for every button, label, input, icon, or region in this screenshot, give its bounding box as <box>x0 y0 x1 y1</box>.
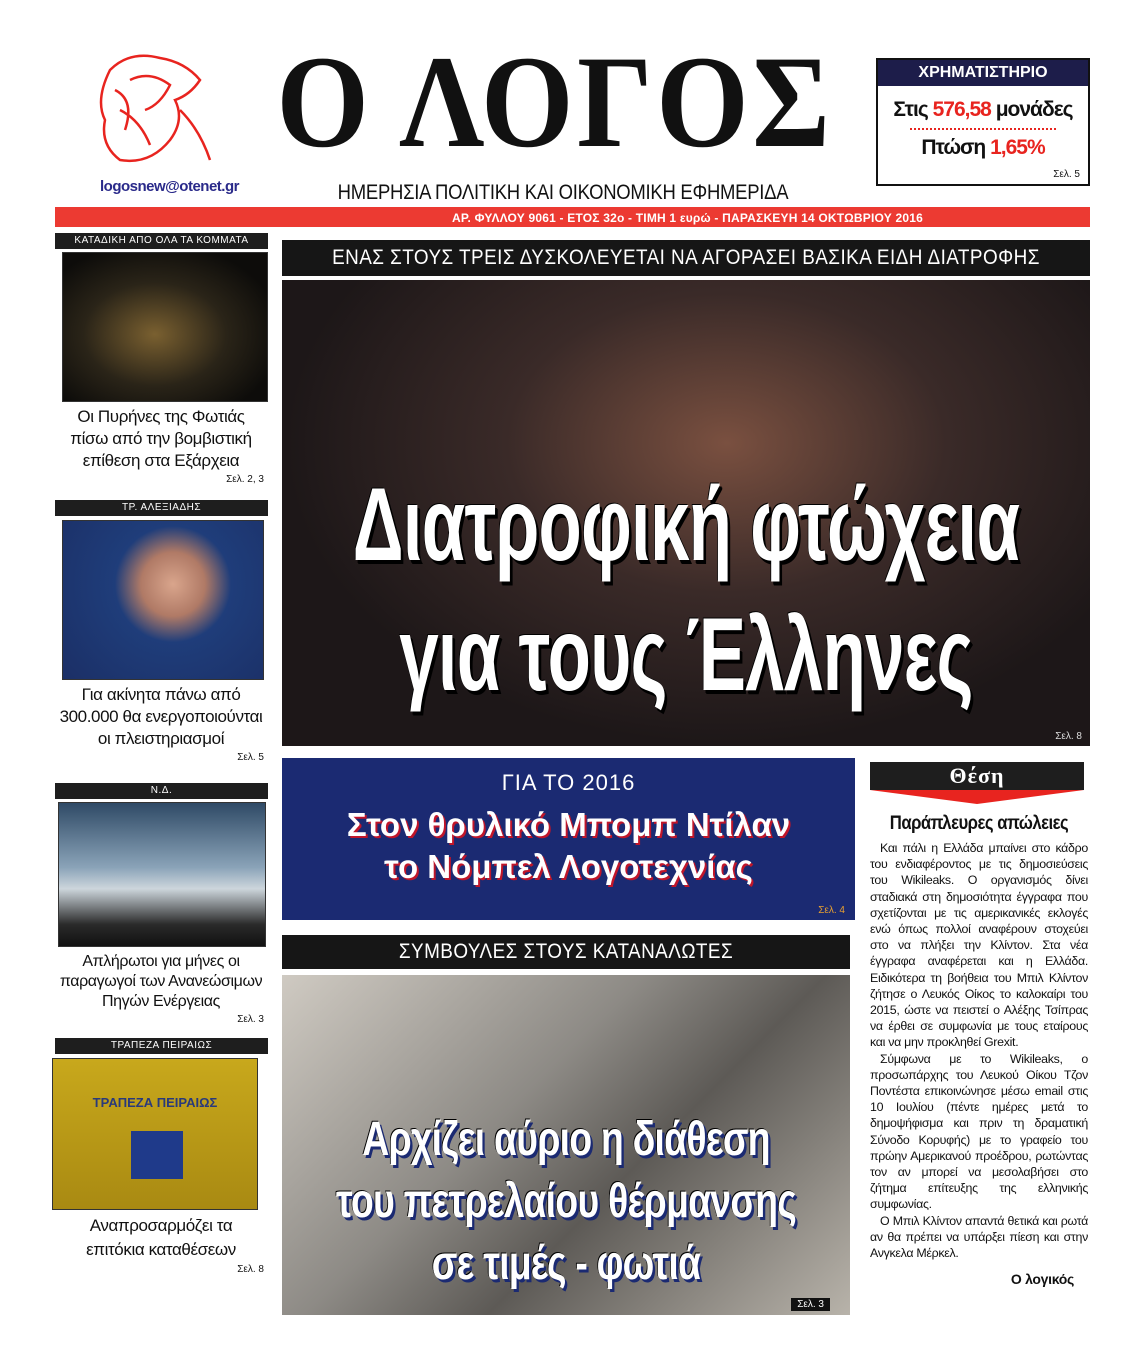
story-headline[interactable]: Για ακίνητα πάνω από 300.000 θα ενεργοποιούνται οι πλειστηριασμοί <box>59 685 263 748</box>
nobel-kicker: ΓΙΑ ΤΟ 2016 <box>501 770 636 795</box>
page-ref: Σελ. 5 <box>237 752 264 763</box>
lead-photo[interactable] <box>282 280 1090 746</box>
page-ref: Σελ. 3 <box>237 1014 264 1025</box>
lead-headline-line1[interactable]: Διατροφική φτώχεια <box>352 467 1020 583</box>
page-ref: Σελ. 3 <box>791 1298 830 1311</box>
column-label: Θέση <box>870 762 1084 790</box>
consumers-kicker: ΣΥΜΒΟΥΛΕΣ ΣΤΟΥΣ ΚΑΤΑΝΑΛΩΤΕΣ <box>398 940 734 963</box>
stock-text: μονάδες <box>990 98 1073 121</box>
page-ref: Σελ. 4 <box>818 905 845 916</box>
lead-headline-line2[interactable]: για τους Έλληνες <box>399 597 973 713</box>
stock-change-value: 1,65% <box>990 136 1045 159</box>
story-headline[interactable]: Αναπροσαρμόζει τα επιτόκια καταθέσεων <box>86 1216 236 1259</box>
story-block <box>52 1214 270 1275</box>
column-paragraph: Ο Μπιλ Κλίντον απαντά θετικά και ρωτά αν θα πρέπει να υπάρξει πίεση και στην Ανγκελα Μέρκελ. <box>870 1213 1088 1261</box>
story-block <box>52 952 270 1025</box>
bank-sign-text: ΤΡΑΠΕΖΑ ΠΕΙΡΑΙΩΣ <box>92 1095 218 1110</box>
newspaper-title: Ο ΛΟΓΟΣ <box>276 28 834 175</box>
bank-logo-icon <box>131 1131 183 1179</box>
stock-text: Πτώση <box>921 136 991 159</box>
story-block <box>52 684 270 763</box>
divider <box>910 128 1056 130</box>
page-ref: Σελ. 2, 3 <box>226 474 264 485</box>
column-title-box <box>870 812 1088 836</box>
stock-market-box <box>876 58 1090 186</box>
column-label-decoration <box>870 790 1084 804</box>
column-title: Παράπλευρες απώλειες <box>889 813 1069 834</box>
newspaper-title-box <box>276 28 834 175</box>
page-ref: Σελ. 5 <box>1053 169 1080 180</box>
consumers-headline-line3[interactable]: σε τιμές - φωτιά <box>431 1237 701 1290</box>
nobel-headline-line2[interactable]: το Νόμπελ Λογοτεχνίας <box>384 848 753 885</box>
story-block <box>52 406 270 485</box>
stock-text: Στις <box>893 98 933 121</box>
story-photo[interactable] <box>62 252 268 402</box>
stock-index-value: 576,58 <box>932 98 991 121</box>
consumers-headline-line2[interactable]: του πετρελαίου θέρμανσης <box>336 1175 796 1228</box>
column-paragraph: Και πάλι η Ελλάδα μπαίνει στο κάδρο του ενδιαφέροντος με τις δημοσιεύσεις του Wikileaks. Ο οργανισμός δίνει σταδιακά στη δημοσιότητα έγγραφα που σχετίζονται με τις αμερικανικές εκλογές ενώ όπως πολλοί αναφέρουν στοχεύει στο να πλήξει την Κλίντον. Στα νέα έγγραφα αναφέρεται και η Ελλάδα. Ειδικότερα τη βοήθεια του Μπιλ Κλίντον ζήτησε ο Λευκός Οίκος το καλοκαίρι του 2015, ώστε να πειστεί ο Αλέξης Τσίπρας να έρθει σε συμφωνία με τους εταίρους και να μην προκληθεί Grexit. <box>870 841 1088 1050</box>
story-photo[interactable] <box>62 520 264 680</box>
consumers-kicker-bar <box>282 935 850 969</box>
story-headline[interactable]: Απλήρωτοι για μήνες οι παραγωγοί των Ανανεώσιμων Πηγών Ενέργειας <box>59 953 263 1010</box>
consumers-headline-line1[interactable]: Αρχίζει αύριο η διάθεση <box>362 1113 770 1166</box>
newspaper-logo <box>90 50 225 170</box>
consumers-photo[interactable] <box>282 975 850 1315</box>
nobel-box[interactable] <box>282 758 855 920</box>
sidebar-label: Ν.Δ. <box>55 783 268 799</box>
column-author: Ο λογικός <box>1010 1271 1074 1288</box>
issue-bar <box>55 207 1090 227</box>
column-body <box>870 840 1088 1287</box>
column-paragraph: Σύμφωνα με το Wikileaks, ο προσωπάρχης του Λευκού Οίκου Τζον Ποντέστα επικοινώνησε μέσω email στις 10 Ιουλίου (πέντε ημέρες μετά το δημοψήφισμα και πριν τη δραματική Σύνοδο Κορυφής) με το γραφείο του πρώην Αμερικανού προέδρου, ρωτώντας τον αν μπορεί να μεσολαβήσει στο ζήτημα επίτευξης της ελληνικής συμφωνίας. <box>870 1051 1088 1212</box>
lead-kicker: ΕΝΑΣ ΣΤΟΥΣ ΤΡΕΙΣ ΔΥΣΚΟΛΕΥΕΤΑΙ ΝΑ ΑΓΟΡΑΣΕΙ ΒΑΣΙΚΑ ΕΙΔΗ ΔΙΑΤΡΟΦΗΣ <box>332 246 1040 269</box>
issue-line: ΑΡ. ΦΥΛΛΟΥ 9061 - ΕΤΟΣ 32ο - ΤΙΜΗ 1 ευρώ - ΠΑΡΑΣΚΕΥΗ 14 ΟΚΤΩΒΡΙΟΥ 2016 <box>452 211 923 225</box>
sidebar-label: ΤΡ. ΑΛΕΞΙΑΔΗΣ <box>55 500 268 516</box>
story-photo[interactable] <box>52 1058 258 1210</box>
stock-index-line <box>878 98 1088 122</box>
page-ref: Σελ. 8 <box>1055 731 1082 742</box>
contact-email[interactable]: logosnew@otenet.gr <box>100 178 239 195</box>
newspaper-subtitle: ΗΜΕΡΗΣΙΑ ΠΟΛΙΤΙΚΗ ΚΑΙ ΟΙΚΟΝΟΜΙΚΗ ΕΦΗΜΕΡΙΔΑ <box>337 181 788 204</box>
sidebar-label: ΤΡΑΠΕΖΑ ΠΕΙΡΑΙΩΣ <box>55 1038 268 1054</box>
story-photo[interactable] <box>58 802 266 947</box>
story-headline[interactable]: Οι Πυρήνες της Φωτιάς πίσω από την βομβιστική επίθεση στα Εξάρχεια <box>70 407 252 470</box>
stock-header: ΧΡΗΜΑΤΙΣΤΗΡΙΟ <box>878 60 1088 86</box>
page-ref: Σελ. 8 <box>237 1264 264 1275</box>
sidebar-label: ΚΑΤΑΔΙΚΗ ΑΠΟ ΟΛΑ ΤΑ ΚΟΜΜΑΤΑ <box>55 233 268 249</box>
stock-change-line <box>878 136 1088 160</box>
newspaper-subtitle-box <box>300 181 825 205</box>
lead-kicker-bar <box>282 240 1090 276</box>
nobel-headline-line1[interactable]: Στον θρυλικό Μπομπ Ντίλαν <box>346 806 791 843</box>
